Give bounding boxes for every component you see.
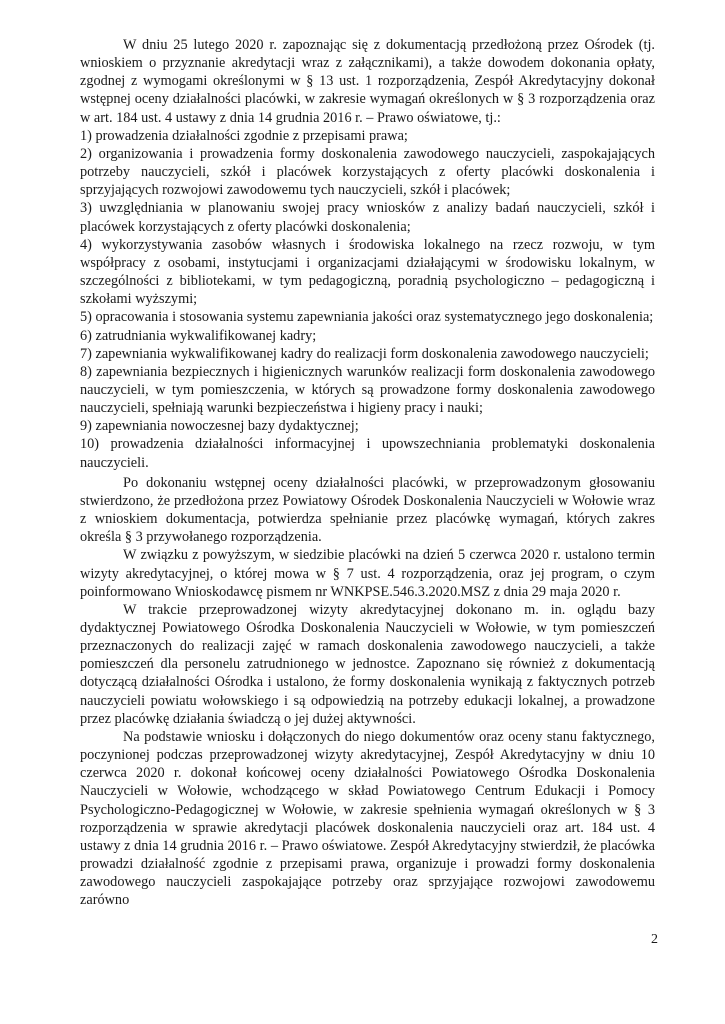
visit-schedule-paragraph: W związku z powyższym, w siedzibie placówki na dzień 5 czerwca 2020 r. ustalono termin wizyty akredytacyjnej, o której mowa w § 7 ust. 4 rozporządzenia, oraz jej program, o czym poinformowano Wnioskodawcę pismem nr WNKPSE.546.3.2020.MSZ z dnia 29 maja 2020 r. — [80, 547, 655, 600]
preliminary-assessment-paragraph: Po dokonaniu wstępnej oceny działalności placówki, w przeprowadzonym głosowaniu stwierdzono, że przedłożona przez Powiatowy Ośrodek Doskonalenia Nauczycieli w Wołowie wraz z wnioskiem dokumentacja, potwierdza spełnianie przez placówkę wymagań, których zakres określa § 3 przywołanego rozporządzenia. — [80, 474, 655, 546]
list-item: 5) opracowania i stosowania systemu zapewniania jakości oraz systematycznego jego doskonalenia; — [80, 309, 654, 326]
list-item: 9) zapewniania nowoczesnej bazy dydaktycznej; — [80, 418, 359, 435]
final-assessment-paragraph: Na podstawie wniosku i dołączonych do niego dokumentów oraz oceny stanu faktycznego, poczynionej podczas przeprowadzonej wizyty akredytacyjnej, Zespół Akredytacyjny w dniu 10 czerwca 2020 r. dokonał końcowej oceny działalności Powiatowego Ośrodka Doskonalenia Nauczycieli w Wołowie, wchodzącego w skład Powiatowego Centrum Edukacji i Pomocy Psychologiczno-Pedagogicznej w Wołowie, w zakresie spełnienia wymagań określonych w § 3 rozporządzenia w sprawie akredytacji placówek doskonalenia nauczycieli oraz art. 184 ust. 4 ustawy z dnia 14 grudnia 2016 r. – Prawo oświatowe. Zespół Akredytacyjny stwierdził, że placówka prowadzi działalność zgodnie z przepisami prawa, organizuje i prowadzi formy doskonalenia zawodowego nauczycieli zaspokajające potrzeby oraz sprzyjające rozwojowi zawodowemu zarówno — [80, 728, 655, 909]
list-item: 1) prowadzenia działalności zgodnie z przepisami prawa; — [80, 127, 408, 144]
list-item: 10) prowadzenia działalności informacyjnej i upowszechniania problematyki doskonalenia nauczycieli. — [80, 436, 655, 471]
list-item: 6) zatrudniania wykwalifikowanej kadry; — [80, 327, 317, 344]
inspection-paragraph: W trakcie przeprowadzonej wizyty akredytacyjnej dokonano m. in. oglądu bazy dydaktycznej Powiatowego Ośrodka Doskonalenia Nauczycieli w Wołowie, w tym pomieszczeń przeznaczonych do realizacji zajęć w ramach doskonalenia zawodowego nauczycieli, a także pomieszczeń dla personelu zatrudnionego w jednostce. Zapoznano się również z dokumentacją dotyczącą działalności Ośrodka i ustalono, że formy doskonalenia wynikają z faktycznych potrzeb nauczycieli powiatu wołowskiego i są odpowiedzią na potrzeby edukacji lokalnej, a prowadzone przez placówkę działania świadczą o jej dużej aktywności. — [80, 601, 655, 727]
list-item: 2) organizowania i prowadzenia formy doskonalenia zawodowego nauczycieli, zaspokajających potrzeby nauczycieli, szkół i placówek korzystających z oferty placówki doskonalenia i sprzyjających rozwojowi zawodowemu tych nauczycieli, szkół i placówek; — [80, 145, 655, 199]
list-item: 7) zapewniania wykwalifikowanej kadry do realizacji form doskonalenia zawodowego nauczycieli; — [80, 345, 649, 362]
intro-paragraph: W dniu 25 lutego 2020 r. zapoznając się z dokumentacją przedłożoną przez Ośrodek (tj. wnioskiem o przyznanie akredytacji wraz z załącznikami), a także dowodem dokonania opłaty, zgodnej z wymogami określonymi w § 13 ust. 1 rozporządzenia, Zespół Akredytacyjny dokonał wstępnej oceny działalności placówki, w zakresie wymagań określonych w § 3 rozporządzenia oraz w art. 184 ust. 4 ustawy z dnia 14 grudnia 2016 r. – Prawo oświatowe, tj.: — [80, 37, 655, 126]
list-item: 8) zapewniania bezpiecznych i higienicznych warunków realizacji form doskonalenia zawodowego nauczycieli, w tym pomieszczenia, w których są prowadzone formy doskonalenia zawodowego nauczycieli, spełniają warunki bezpieczeństwa i higieny pracy i nauki; — [80, 363, 655, 417]
page-number: 2 — [651, 932, 658, 947]
list-item: 4) wykorzystywania zasobów własnych i środowiska lokalnego na rzecz rozwoju, w tym współpracy z osobami, instytucjami i organizacjami działającymi w środowisku lokalnym, w szczególności z bibliotekami, w tym pedagogiczną, poradnią psychologiczno – pedagogiczną i szkołami wyższymi; — [80, 236, 655, 308]
list-item: 3) uwzględniania w planowaniu swojej pracy wniosków z analizy badań nauczycieli, szkół i placówek korzystających z oferty placówki doskonalenia; — [80, 200, 655, 235]
requirements-list — [80, 127, 655, 472]
